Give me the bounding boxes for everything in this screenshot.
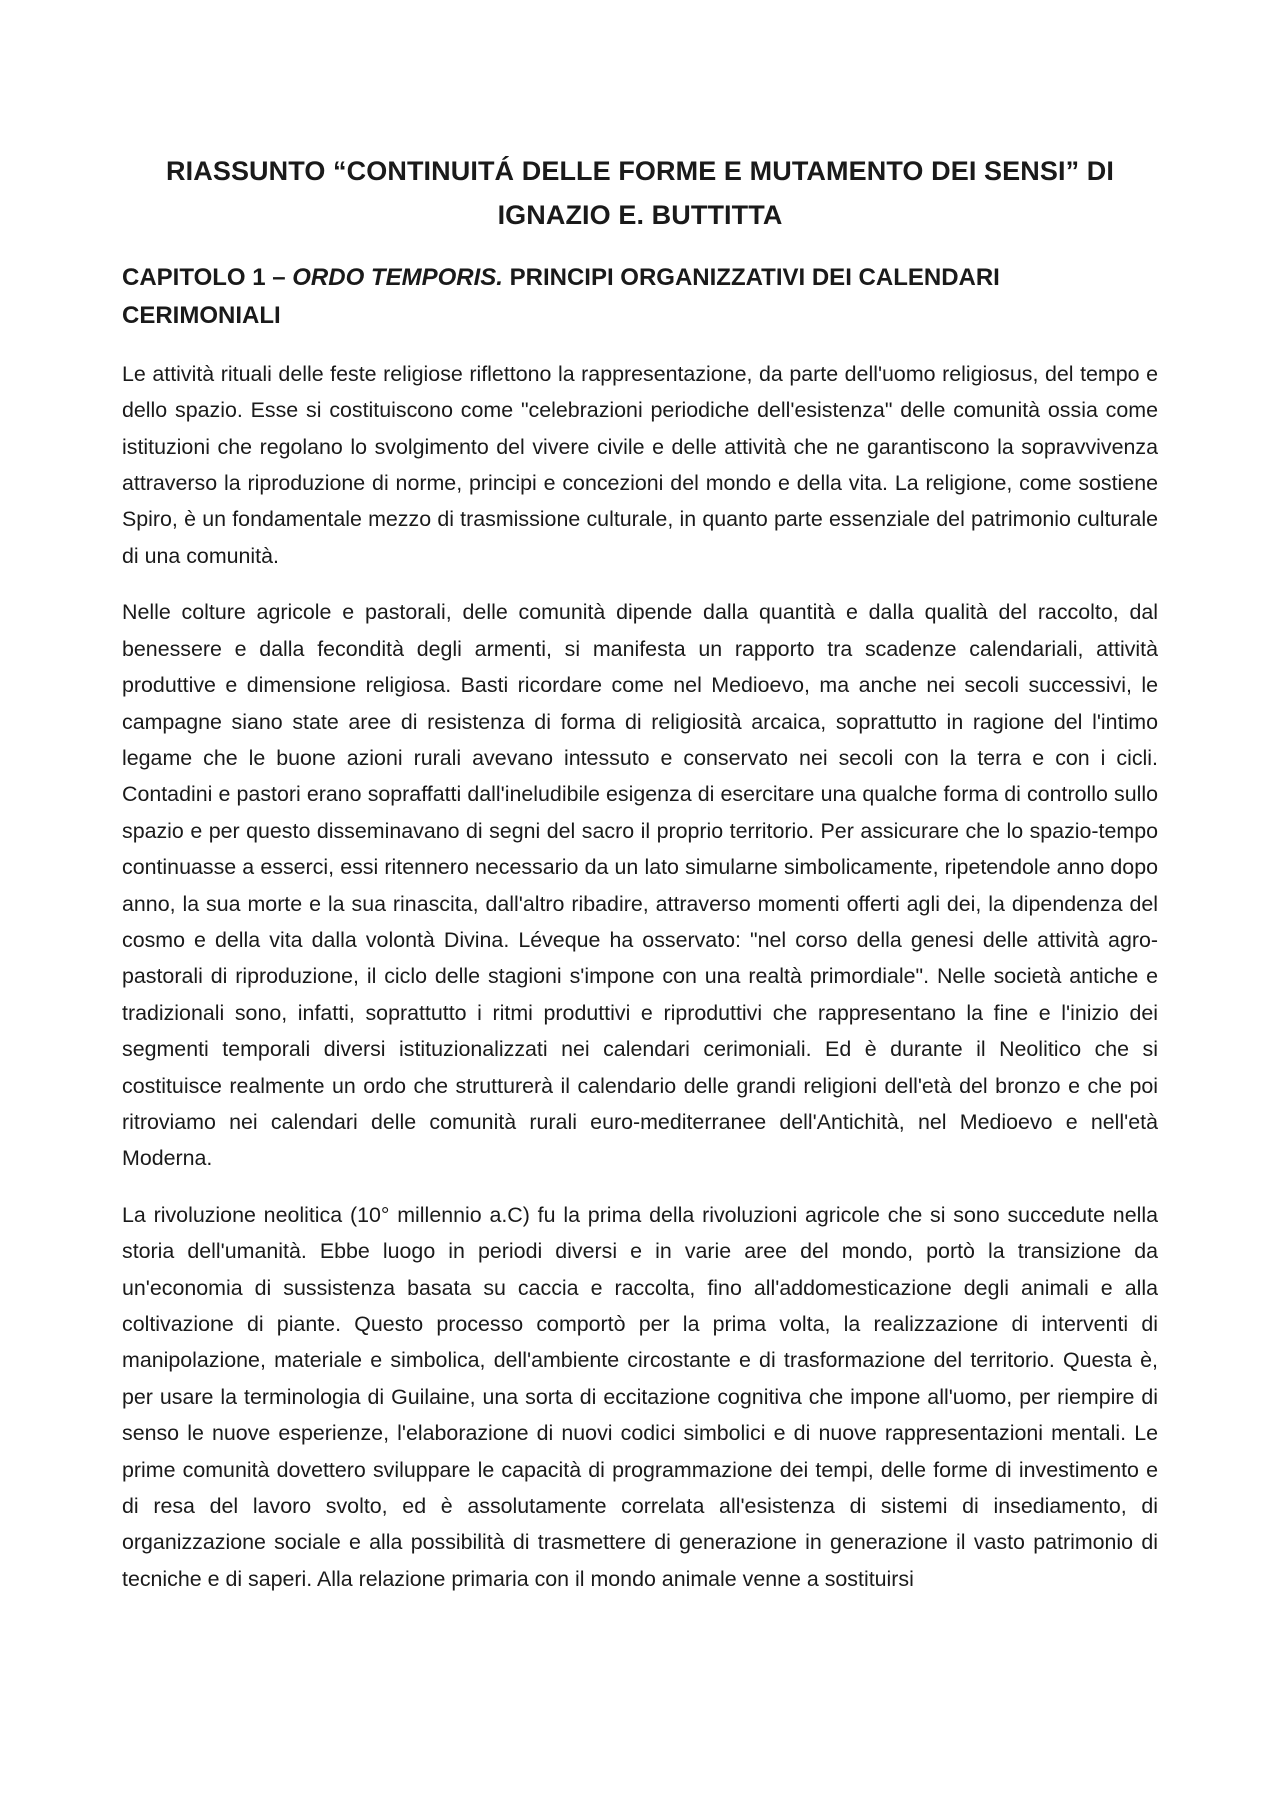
document-title: RIASSUNTO “CONTINUITÁ DELLE FORME E MUTAMENTO DEI SENSI” DI IGNAZIO E. BUTTITTA xyxy=(166,156,1114,230)
paragraph-2: Nelle colture agricole e pastorali, delle comunità dipende dalla quantità e dalla qualità del raccolto, dal benessere e dalla fecondità degli armenti, si manifesta un rapporto tra scadenze calendariali, attività produttive e dimensione religiosa. Basti ricordare come nel Medioevo, ma anche nei secoli successivi, le campagne siano state aree di resistenza di forma di religiosità arcaica, soprattutto in ragione del l'intimo legame che le buone azioni rurali avevano intessuto e conservato nei secoli con la terra e con i cicli. Contadini e pastori erano sopraffatti dall'ineludibile esigenza di esercitare una qualche forma di controllo sullo spazio e per questo disseminavano di segni del sacro il proprio territorio. Per assicurare che lo spazio-tempo continuasse a esserci, essi ritennero necessario da un lato simularne simbolicamente, ripetendole anno dopo anno, la sua morte e la sua rinascita, dall'altro ribadire, attraverso momenti offerti agli dei, la dipendenza del cosmo e della vita dalla volontà Divina. Léveque ha osservato: "nel corso della genesi delle attività agro-pastorali di riproduzione, il ciclo delle stagioni s'impone con una realtà primordiale". Nelle società antiche e tradizionali sono, infatti, soprattutto i ritmi produttivi e riproduttivi che rappresentano la fine e l'inizio dei segmenti temporali diversi istituzionalizzati nei calendari cerimoniali. Ed è durante il Neolitico che si costituisce realmente un ordo che strutturerà il calendario delle grandi religioni dell'età del bronzo e che poi ritroviamo nei calendari delle comunità rurali euro-mediterranee dell'Antichità, nel Medioevo e nell'età Moderna. xyxy=(122,600,1158,1171)
paragraph-3: La rivoluzione neolitica (10° millennio a.C) fu la prima della rivoluzioni agricole che si sono succedute nella storia dell'umanità. Ebbe luogo in periodi diversi e in varie aree del mondo, portò la transizione da un'economia di sussistenza basata su caccia e raccolta, fino all'addomesticazione degli animali e alla coltivazione di piante. Questo processo comportò per la prima volta, la realizzazione di interventi di manipolazione, materiale e simbolica, dell'ambiente circostante e di trasformazione del territorio. Questa è, per usare la terminologia di Guilaine, una sorta di eccitazione cognitiva che impone all'uomo, per riempire di senso le nuove esperienze, l'elaborazione di nuovi codici simbolici e di nuove rappresentazioni mentali. Le prime comunità dovettero sviluppare le capacità di programmazione dei tempi, delle forme di investimento e di resa del lavoro svolto, ed è assolutamente correlata all'esistenza di sistemi di insediamento, di organizzazione sociale e alla possibilità di trasmettere di generazione in generazione il vasto patrimonio di tecniche e di saperi. Alla relazione primaria con il mondo animale venne a sostituirsi xyxy=(122,1202,1158,1591)
chapter-italic-title: ORDO TEMPORIS. xyxy=(292,264,503,292)
paragraph-1: Le attività rituali delle feste religiose riflettono la rappresentazione, da parte dell'uomo religiosus, del tempo e dello spazio. Esse si costituiscono come "celebrazioni periodiche dell'esistenza" delle comunità ossia come istituzioni che regolano lo svolgimento del vivere civile e delle attività che ne garantiscono la sopravvivenza attraverso la riproduzione di norme, principi e concezioni del mondo e della vita. La religione, come sostiene Spiro, è un fondamentale mezzo di trasmissione culturale, in quanto parte essenziale del patrimonio culturale di una comunità. xyxy=(122,361,1158,568)
chapter-prefix: CAPITOLO 1 – xyxy=(122,264,293,292)
chapter-heading xyxy=(122,259,1158,333)
chapter-suffix: PRINCIPI ORGANIZZATIVI DEI CALENDARI CERIMONIALI xyxy=(122,264,1000,329)
